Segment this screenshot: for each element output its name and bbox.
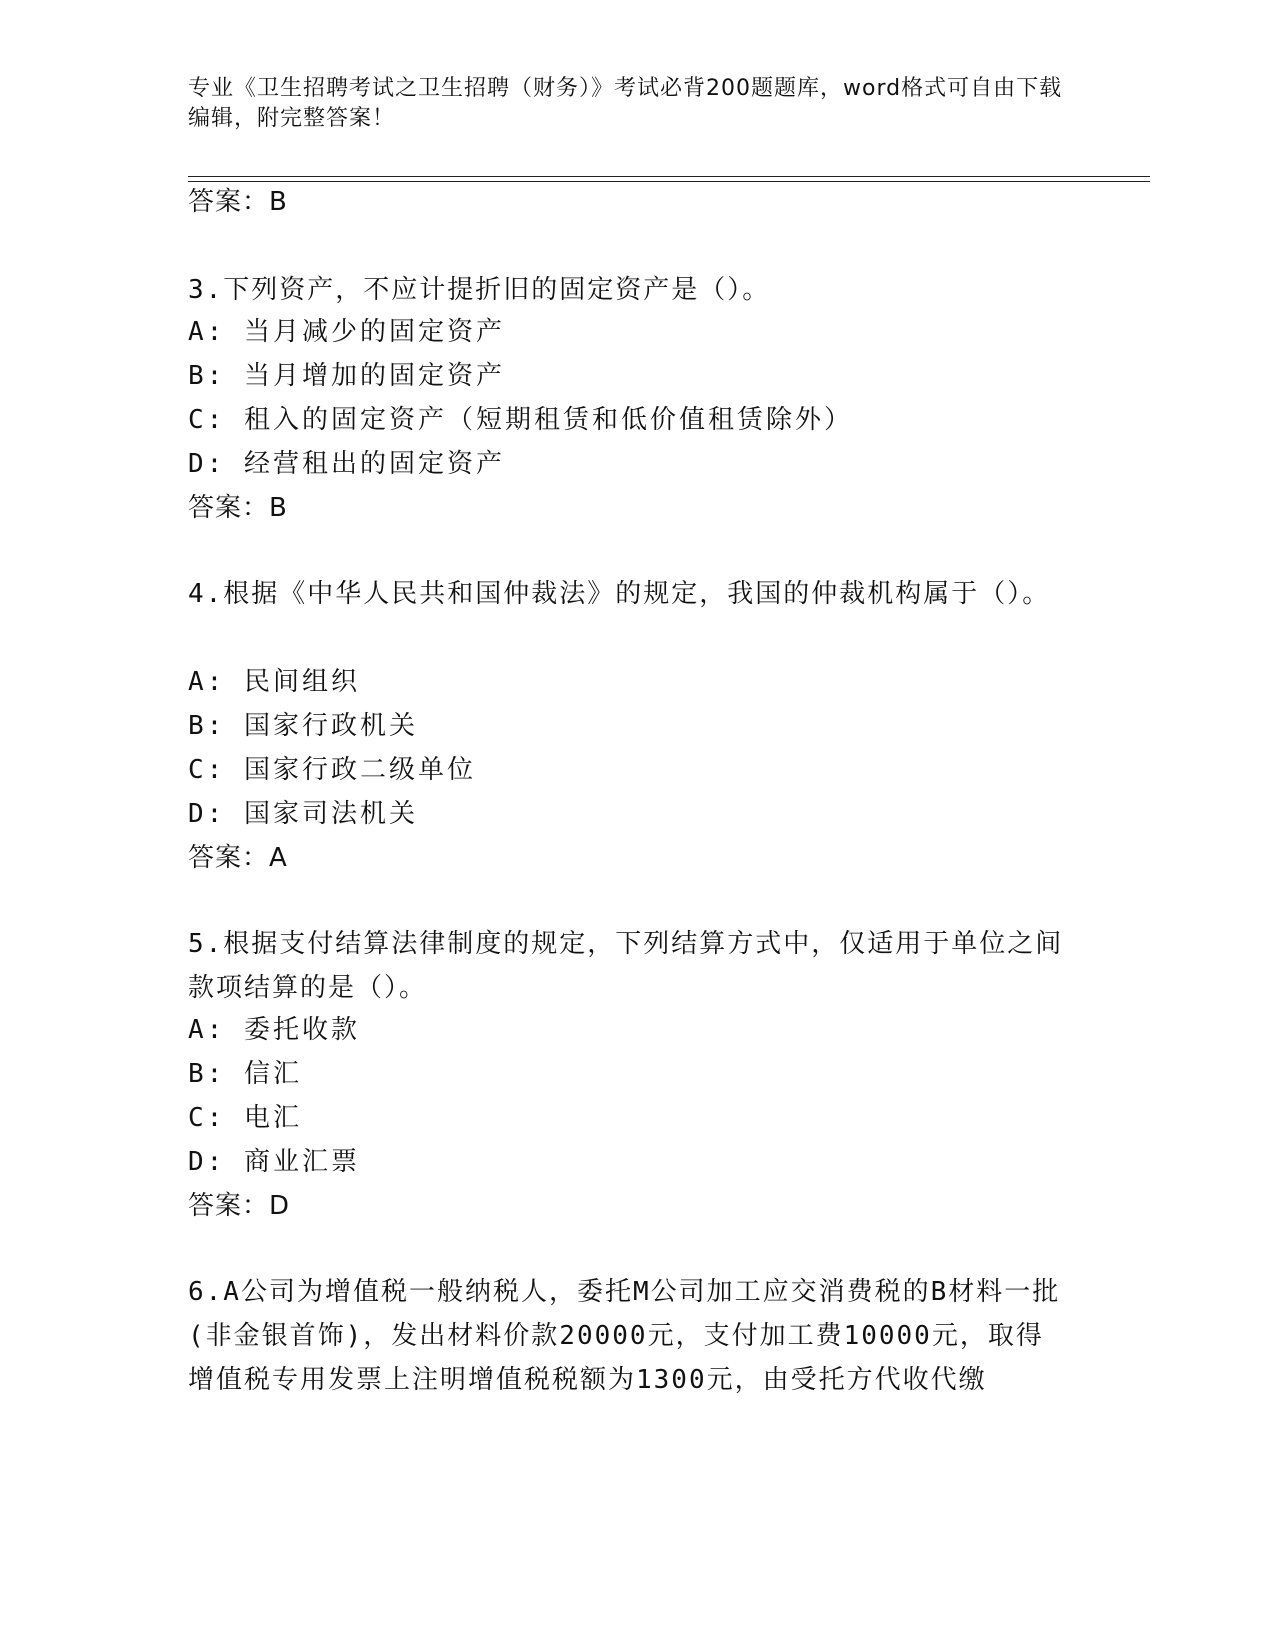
- question-3-stem: 3.下列资产，不应计提折旧的固定资产是（）。: [188, 275, 771, 305]
- answer-q5: 答案：D: [188, 1191, 291, 1221]
- answer-q3: 答案：B: [188, 493, 288, 523]
- question-4-option-d: D: 国家司法机关: [188, 799, 418, 829]
- question-4-option-c: C: 国家行政二级单位: [188, 755, 476, 785]
- question-3-option-b: B: 当月增加的固定资产: [188, 361, 505, 391]
- header-divider-bottom: [188, 181, 1150, 182]
- answer-q2: 答案：B: [188, 187, 288, 217]
- answer-q4: 答案：A: [188, 843, 288, 873]
- question-5-option-b: B: 信汇: [188, 1059, 302, 1089]
- header-divider-top: [188, 176, 1150, 177]
- question-5-option-d: D: 商业汇票: [188, 1147, 360, 1177]
- question-4-option-a: A: 民间组织: [188, 667, 360, 697]
- question-5-option-a: A: 委托收款: [188, 1015, 360, 1045]
- document-header: 专业《卫生招聘考试之卫生招聘（财务）》考试必背200题题库，word格式可自由下载编辑，附完整答案！: [188, 76, 1063, 131]
- question-3-option-a: A: 当月减少的固定资产: [188, 317, 505, 347]
- question-5-stem: 5.根据支付结算法律制度的规定，下列结算方式中，仅适用于单位之间款项结算的是（）。: [188, 929, 1064, 1003]
- question-4-option-b: B: 国家行政机关: [188, 711, 418, 741]
- question-6-stem: 6.A公司为增值税一般纳税人，委托M公司加工应交消费税的B材料一批(非金银首饰)，发出材料价款20000元，支付加工费10000元，取得增值税专用发票上注明增值税税额为1300元，由受托方代收代缴: [188, 1277, 1061, 1395]
- question-3-option-c: C: 租入的固定资产（短期租赁和低价值租赁除外）: [188, 405, 853, 435]
- question-5-option-c: C: 电汇: [188, 1103, 302, 1133]
- question-3-option-d: D: 经营租出的固定资产: [188, 449, 505, 479]
- question-4-stem: 4.根据《中华人民共和国仲裁法》的规定，我国的仲裁机构属于（）。: [188, 579, 1051, 609]
